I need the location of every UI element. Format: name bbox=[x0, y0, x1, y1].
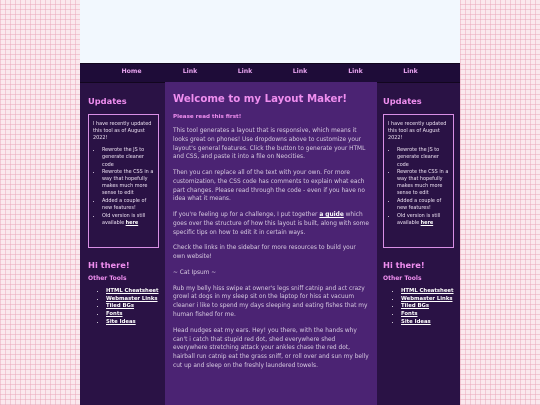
left-other-tools-title: Other Tools bbox=[88, 275, 127, 282]
left-update-item: • Rewrote the JS to generate cleaner code bbox=[102, 147, 154, 168]
cat-ipsum-paragraph-1: Rub my belly hiss swipe at owner's legs sniff catnip and act crazy growl at dogs in my sleep sit on the laptop for hiss at vacuum cleaner i like to spend my days sleeping and eating fishes that my human fished for me. bbox=[173, 285, 368, 319]
nav-home[interactable]: Home bbox=[121, 68, 142, 75]
right-tool-item bbox=[401, 319, 454, 327]
left-hi-title: Hi there! bbox=[88, 260, 130, 270]
left-tool-site-ideas[interactable]: Site Ideas bbox=[106, 318, 136, 325]
left-tool-fonts[interactable]: Fonts bbox=[106, 311, 123, 318]
left-old-version-link[interactable]: here bbox=[125, 219, 139, 226]
nav-link-1[interactable]: Link bbox=[182, 68, 198, 75]
left-update-item: • Rewrote the CSS in a way that hopefully makes much more sense to edit bbox=[102, 169, 154, 197]
right-tool-item bbox=[401, 311, 454, 319]
right-other-tools-title: Other Tools bbox=[383, 275, 422, 282]
right-tool-tiled-bgs[interactable]: Tiled BGs bbox=[401, 303, 430, 310]
read-first-heading: Please read this first! bbox=[173, 114, 242, 120]
right-old-version-link[interactable]: here bbox=[420, 219, 434, 226]
left-tool-tiled-bgs[interactable]: Tiled BGs bbox=[106, 303, 135, 310]
left-update-item: • Added a couple of new features! bbox=[102, 198, 154, 212]
right-tool-item bbox=[401, 288, 454, 296]
right-updates-box bbox=[383, 114, 454, 248]
right-old-version-text: Old version is still available bbox=[397, 212, 441, 226]
left-updates-title: Updates bbox=[88, 96, 127, 106]
right-updates-intro: I have recently updated this tool as of August 2022! bbox=[388, 121, 447, 142]
right-tools-list bbox=[383, 288, 454, 326]
left-updates-list bbox=[93, 147, 154, 227]
cat-ipsum-heading: ~ Cat Ipsum ~ bbox=[173, 269, 217, 276]
right-tool-item bbox=[401, 303, 454, 311]
right-updates-list bbox=[388, 147, 449, 227]
left-updates-box bbox=[88, 114, 159, 248]
left-tools-list bbox=[88, 288, 159, 326]
right-update-item bbox=[397, 213, 449, 227]
nav-link-3[interactable]: Link bbox=[292, 68, 308, 75]
left-tool-item bbox=[106, 311, 159, 319]
nav-link-2[interactable]: Link bbox=[237, 68, 253, 75]
right-sidebar bbox=[383, 96, 454, 326]
guide-link[interactable]: a guide bbox=[319, 212, 344, 219]
right-update-item: • Added a couple of new features! bbox=[397, 198, 449, 212]
right-tool-html-cheatsheet[interactable]: HTML Cheatsheet bbox=[401, 288, 454, 294]
customize-paragraph: Then you can replace all of the text with your own. For more customization, the CSS code has comments to explain what each part changes. Please read through the code - even if you have no idea what it means. bbox=[173, 170, 365, 203]
right-hi-title: Hi there! bbox=[383, 260, 425, 270]
header-banner bbox=[80, 0, 460, 63]
intro-paragraph: This tool generates a layout that is responsive, which means it looks great on phones! Use dropdowns above to customize your layout's general features. Click the button to generate your HTML and CSS, and paste it into a file on Neocities. bbox=[173, 128, 366, 161]
main-content bbox=[165, 82, 377, 405]
nav-link-4[interactable]: Link bbox=[348, 68, 363, 75]
layout-page bbox=[80, 0, 460, 405]
right-tool-item bbox=[401, 296, 454, 304]
right-updates-title: Updates bbox=[383, 96, 422, 106]
left-update-item bbox=[102, 213, 154, 227]
cat-ipsum-paragraph-2: Head nudges eat my ears. Hey! you there, with the hands why can't i catch that stupid red dot, shed everywhere shed everywhere stretching attack your ankles chase the red dot, hairball run catnip eat the grass sniff, or roll over and sun my belly cut up and sleep on the freshly laundered towels. bbox=[173, 327, 369, 369]
right-tool-site-ideas[interactable]: Site Ideas bbox=[401, 318, 431, 325]
left-old-version-text: Old version is still available bbox=[102, 212, 146, 226]
right-update-item: • Rewrote the JS to generate cleaner code bbox=[397, 147, 449, 168]
left-updates-intro: I have recently updated this tool as of August 2022! bbox=[93, 121, 152, 142]
left-tool-item bbox=[106, 303, 159, 311]
right-update-item: • Rewrote the CSS in a way that hopefully makes much more sense to edit bbox=[397, 169, 449, 197]
guide-text-after: which goes over the structure of how this layout is built, along with some specific tips on how to edit it in certain ways. bbox=[173, 212, 369, 236]
guide-text-before: If you're feeling up for a challenge, I put together bbox=[173, 212, 320, 219]
right-tool-fonts[interactable]: Fonts bbox=[401, 311, 418, 318]
left-sidebar bbox=[88, 96, 159, 326]
top-nav bbox=[80, 63, 460, 83]
left-tool-item bbox=[106, 319, 159, 327]
left-tool-html-cheatsheet[interactable]: HTML Cheatsheet bbox=[106, 288, 159, 294]
guide-paragraph bbox=[173, 211, 369, 237]
left-tool-item bbox=[106, 296, 159, 304]
left-tool-item bbox=[106, 288, 159, 296]
left-tool-webmaster-links[interactable]: Webmaster Links bbox=[106, 295, 158, 302]
right-tool-webmaster-links[interactable]: Webmaster Links bbox=[401, 295, 453, 302]
sidebar-links-paragraph: Check the links in the sidebar for more resources to build your own website! bbox=[173, 245, 356, 261]
nav-link-5[interactable]: Link bbox=[403, 68, 418, 75]
page-title: Welcome to my Layout Maker! bbox=[173, 94, 348, 105]
